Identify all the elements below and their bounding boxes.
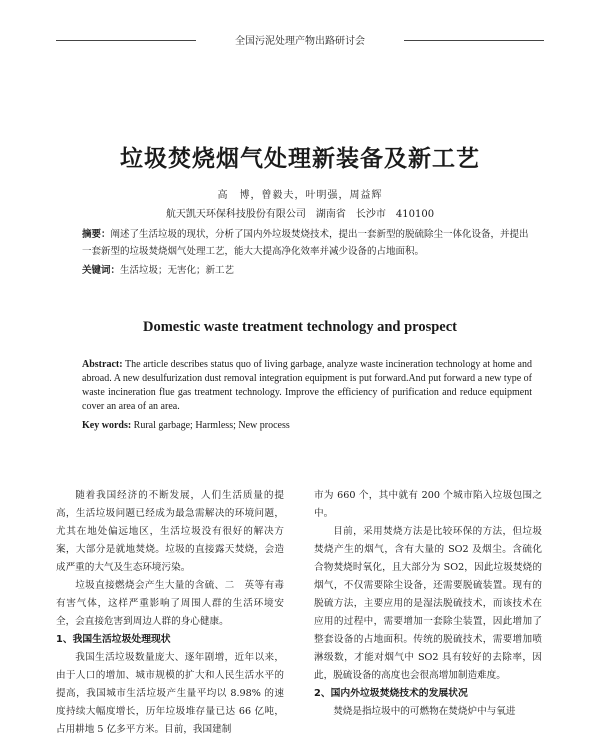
- section-heading-1: 1、我国生活垃圾处理现状: [56, 634, 171, 645]
- english-title: Domestic waste treatment technology and prospect: [143, 319, 457, 335]
- paragraph: 市为 660 个，其中就有 200 个城市陷入垃圾包围之中。: [314, 490, 542, 519]
- keywords-en-text: Rural garbage; Harmless; New process: [131, 420, 290, 431]
- abstract-en-label: Abstract:: [82, 359, 123, 370]
- keywords-en: [82, 420, 532, 431]
- abstract-cn-label: 摘要：: [82, 229, 111, 240]
- body-column-left: [56, 487, 284, 739]
- keywords-en-label: Key words:: [82, 420, 132, 431]
- section-heading-2: 2、国内外垃圾焚烧技术的发展状况: [314, 688, 468, 699]
- paragraph: 目前，采用焚烧方法是比较环保的方法，但垃圾焚烧产生的烟气，含有大量的 SO2 及烟尘。含硫化合物焚烧时氧化，且大部分为 SO2，因此垃圾焚烧的烟气，不仅需要除尘设备，还需要脱硫装置。现有的脱硫方法，主要应用的是湿法脱硫技术，而该技术在应用的过程中，需要增加一套除尘装置，因此增加了整套设备的占地面积。传统的脱硫技术，需要增加喷淋级数，才能对烟气中 SO2 具有较好的去除率，因此，脱硫设备的高度也会很高增加制造难度。: [314, 526, 542, 681]
- paragraph: 焚烧是指垃圾中的可燃物在焚烧炉中与氧进: [333, 706, 516, 717]
- header-rule-right: [404, 40, 544, 41]
- running-header: [56, 30, 544, 50]
- paragraph: 随着我国经济的不断发展，人们生活质量的提高，生活垃圾问题已经成为最急需解决的环境问题，尤其在地处偏远地区，生活垃圾没有很好的解决方案，大部分是就地焚烧。垃圾的直接露天焚烧，会造成严重的大气及生态环境污染。: [56, 490, 284, 573]
- abstract-cn-text: 阐述了生活垃圾的现状，分析了国内外垃圾焚烧技术，提出一套新型的脱硫除尘一体化设备，并提出一套新型的垃圾焚烧烟气处理工艺，能大大提高净化效率并减少设备的占地面积。: [82, 229, 529, 257]
- paper-title: 垃圾焚烧烟气处理新装备及新工艺: [120, 145, 480, 172]
- keywords-cn-label: 关键词：: [82, 265, 121, 276]
- running-title: 全国污泥处理产物出路研讨会: [235, 36, 365, 47]
- abstract-en: [82, 358, 532, 414]
- authors: 高 博，曾毅夫，叶明强，周益辉: [217, 190, 383, 201]
- paragraph: 垃圾直接燃烧会产生大量的含硫、二 英等有毒有害气体，这样严重影响了周围人群的生活环境安全，会直接危害到周边人群的身心健康。: [56, 580, 284, 627]
- keywords-cn: [82, 262, 534, 276]
- abstract-en-text: The article describes status quo of living garbage, analyze waste incineration technology at home and abroad. A new desulfurization dust removal integration equipment is put forward.And put forward a new type of waste incineration flue gas treatment technology. Improve the efficiency of purification and reduce equipment cover an area of an area.: [82, 359, 532, 412]
- abstract-cn: [82, 226, 534, 260]
- body-column-right: [314, 487, 542, 721]
- affiliation: 航天凯天环保科技股份有限公司 湖南省 长沙市 410100: [165, 209, 435, 220]
- paragraph: 我国生活垃圾数量庞大、逐年剧增，近年以来，由于人口的增加、城市规模的扩大和人民生活水平的提高，我国城市生活垃圾产生量平均以 8.98% 的速度持续大幅度增长，历年垃圾堆存量已达 66 亿吨，占用耕地 5 亿多平方米。目前，我国建制: [56, 652, 284, 735]
- keywords-cn-text: 生活垃圾；无害化；新工艺: [120, 265, 235, 276]
